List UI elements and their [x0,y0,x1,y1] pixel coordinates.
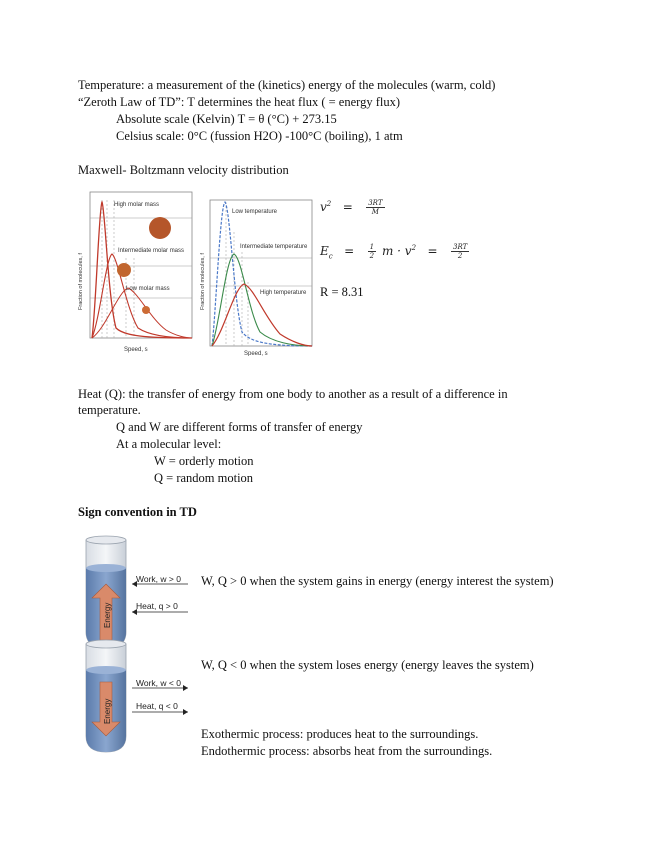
label-intermediate-molar-mass: Intermediate molar mass [118,248,185,254]
energy-gain-diagram [80,532,198,650]
heat-definition-cont: temperature. [78,403,141,417]
right-chart-ylabel: Fraction of molecules, f [200,253,206,310]
q-w-forms: Q and W are different forms of transfer of energy [116,420,363,434]
loss-convention: W, Q < 0 when the system loses energy (energy leaves the system) [201,658,534,672]
label-low-molar-mass: Low molar mass [126,286,170,292]
molecular-level: At a molecular level: [116,437,222,451]
intermediate-temperature-curve [212,254,312,346]
chart-frame [90,192,192,338]
celsius-scale: Celsius scale: 0°C (fussion H2O) -100°C (boiling), 1 atm [116,129,403,143]
exothermic-definition: Exothermic process: produces heat to the surroundings. [201,727,479,741]
q-random-motion: Q = random motion [154,471,254,485]
heat-negative-label: Heat, q < 0 [136,701,178,711]
endothermic-definition: Endothermic process: absorbs heat from the surroundings. [201,744,493,758]
label-high-temperature: High temperature [260,290,307,296]
chart-frame [210,200,312,346]
heat-definition: Heat (Q): the transfer of energy from one body to another as a result of a difference in [78,387,508,401]
maxwell-boltzmann-heading: Maxwell- Boltzmann velocity distribution [78,163,289,177]
w-orderly-motion: W = orderly motion [154,454,254,468]
small-molecule [142,306,150,314]
label-high-molar-mass: High molar mass [114,202,160,208]
work-negative-label: Work, w < 0 [136,678,181,688]
temperature-definition: Temperature: a measurement of the (kinetics) energy of the molecules (warm, cold) [78,78,496,92]
left-chart-ylabel: Fraction of molecules, f [78,253,84,310]
temperature-distribution-chart [198,192,316,356]
energy-label: Energy [103,602,112,628]
energy-label: Energy [103,698,112,724]
heat-positive-label: Heat, q > 0 [136,601,178,611]
kelvin-scale: Absolute scale (Kelvin) T = θ (°C) + 273.15 [116,112,337,126]
large-molecule [149,217,171,239]
work-positive-label: Work, w > 0 [136,574,181,584]
gain-convention: W, Q > 0 when the system gains in energy (energy interest the system) [201,574,554,588]
gas-constant: R = 8.31 [320,285,364,299]
medium-molecule [117,263,131,277]
energy-loss-diagram [80,636,198,754]
molar-mass-distribution-chart [76,188,196,354]
kinetic-energy-equation: $E_c$ = $\frac{1}{2}$ $m \cdot v^2$ = $\frac{3RT}{2}$ [320,243,468,261]
label-low-temperature: Low temperature [232,209,278,215]
sign-convention-heading: Sign convention in TD [78,505,197,519]
velocity-equation: $v^2$ = $\frac{3RT}{M}$ [320,199,383,216]
zeroth-law: “Zeroth Law of TD”: T determines the heat flux ( = energy flux) [78,95,400,109]
label-intermediate-temperature: Intermediate temperature [240,244,308,250]
left-chart-xlabel: Speed, s [124,347,148,353]
right-chart-xlabel: Speed, s [244,351,268,356]
